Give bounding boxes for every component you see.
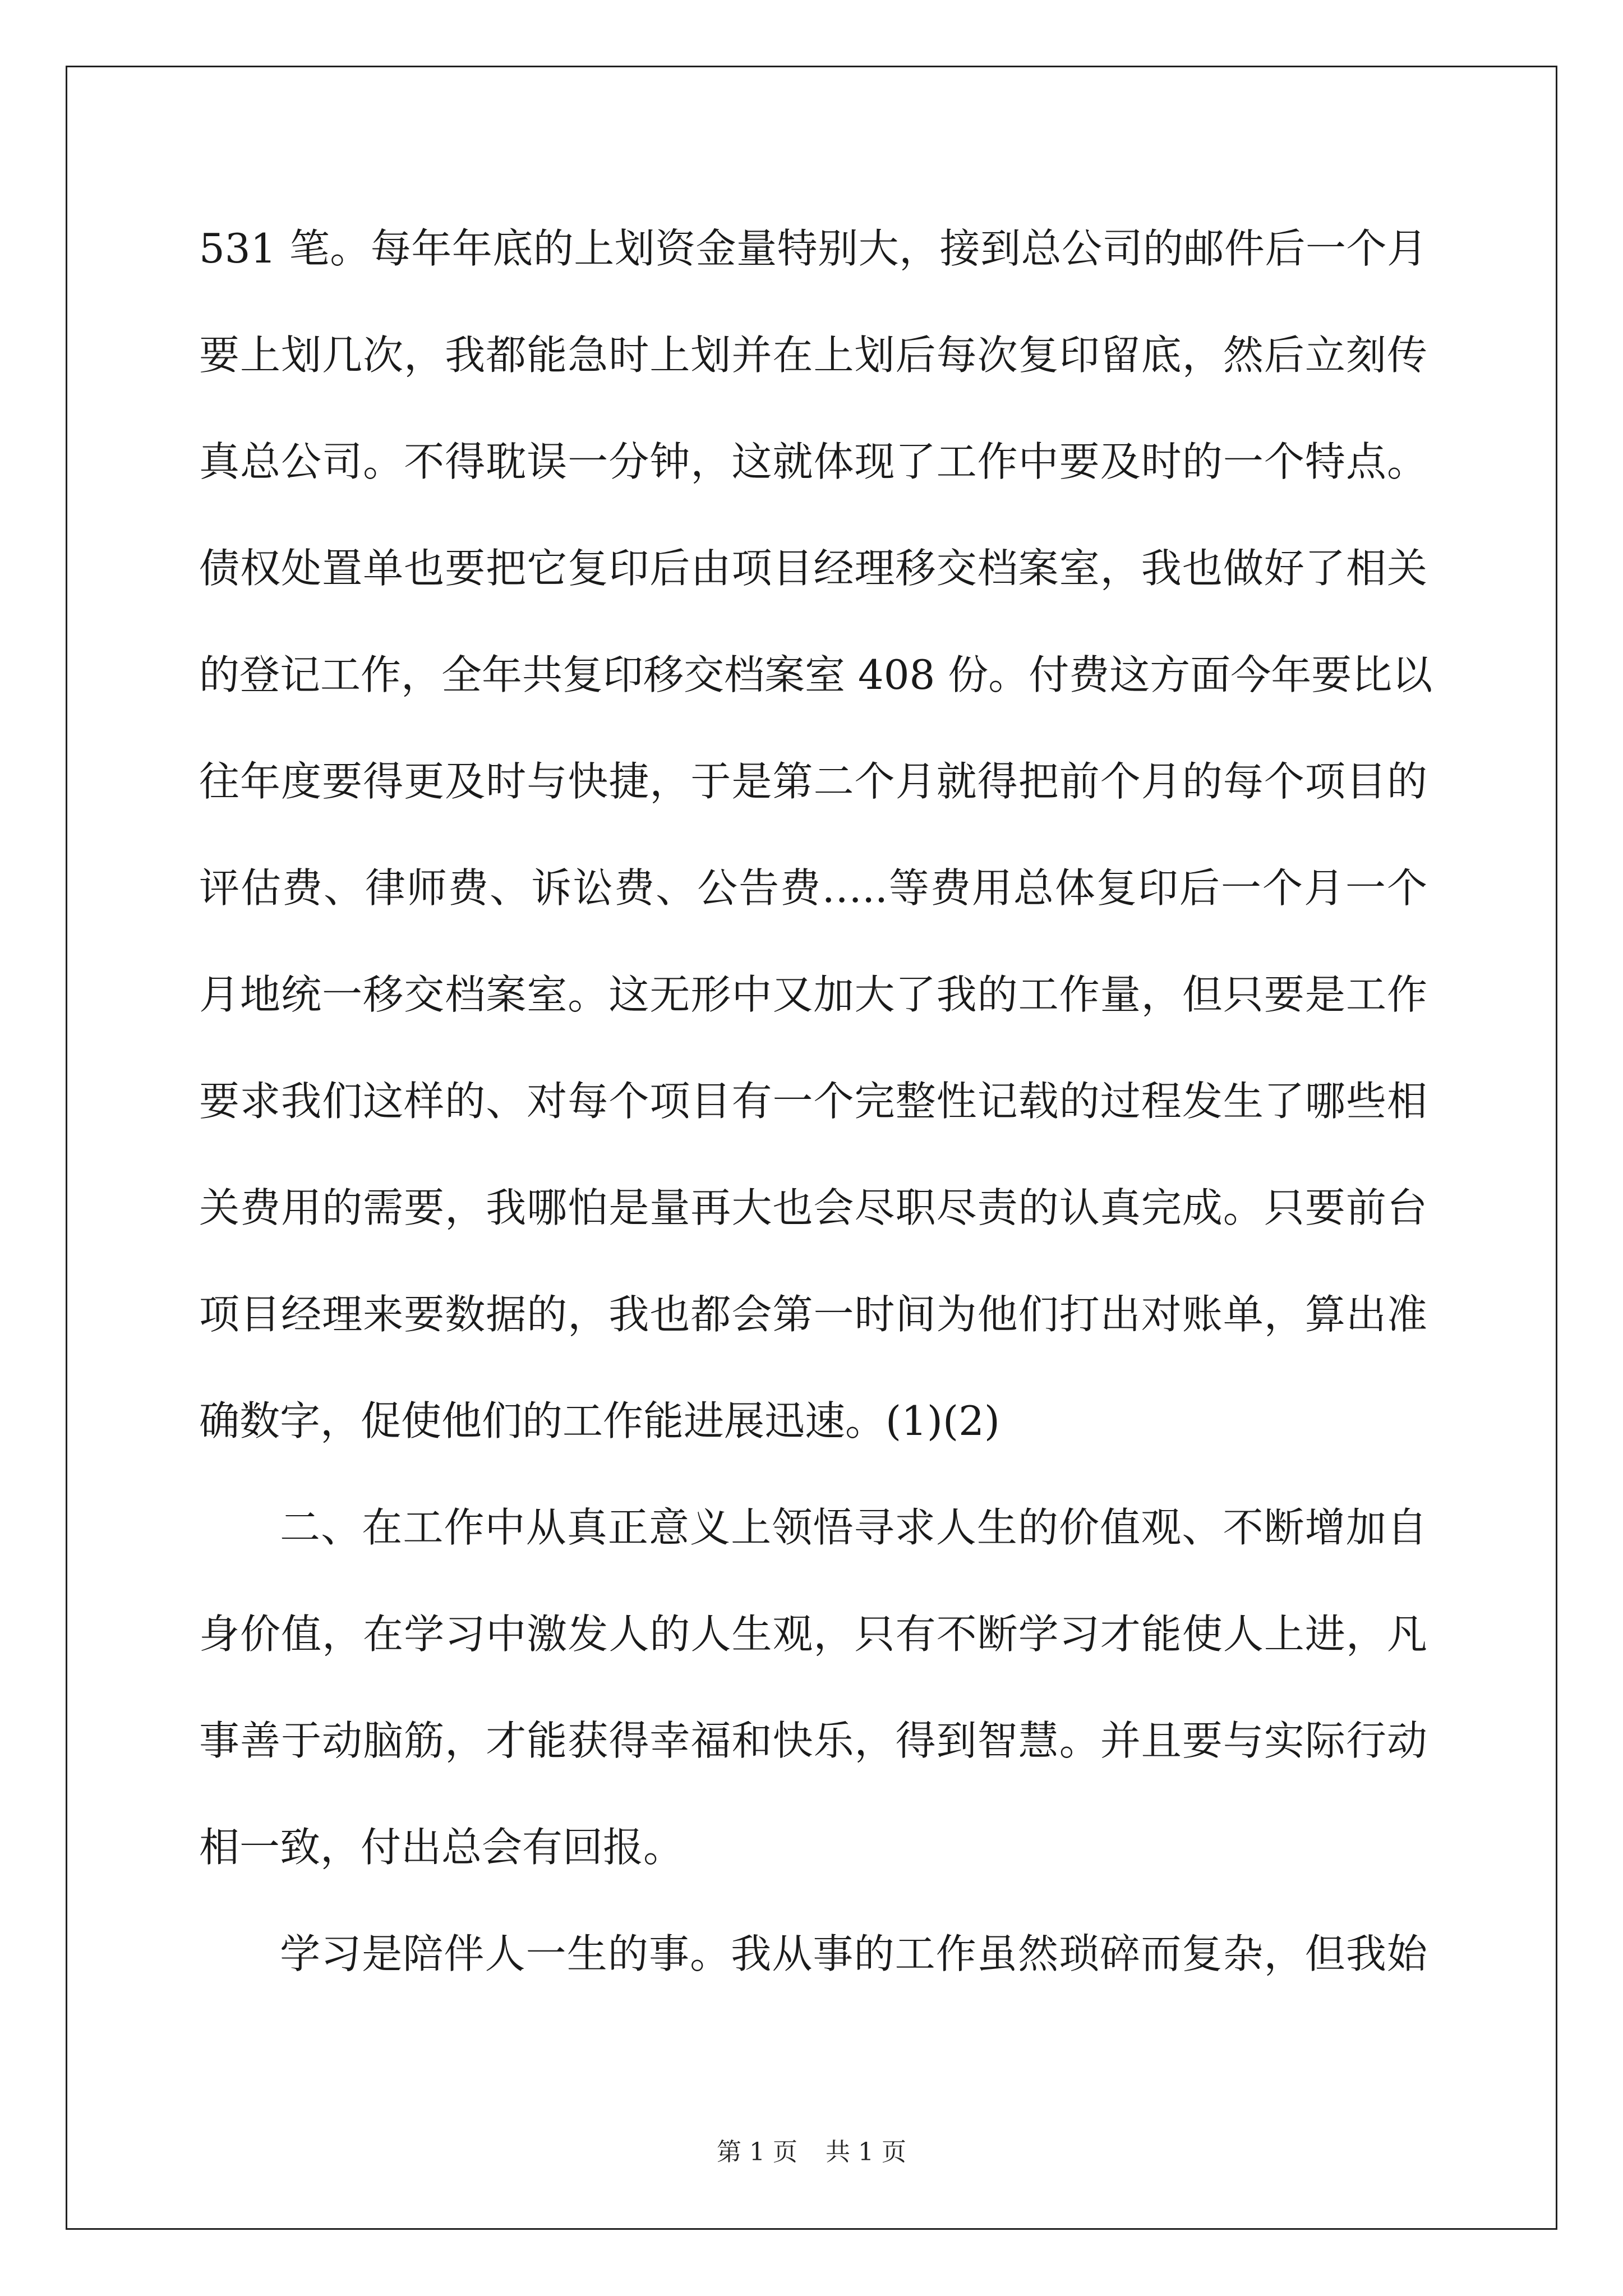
text-line: 债权处置单也要把它复印后由项目经理移交档案室，我也做好了相关 bbox=[199, 545, 1427, 592]
page-total: 共 1 页 bbox=[826, 2138, 906, 2166]
text-line: 确数字，促使他们的工作能进展迅速。(1)(2) bbox=[199, 1397, 1000, 1444]
text-line: 相一致，付出总会有回报。 bbox=[199, 1824, 684, 1871]
page-footer bbox=[0, 2132, 1623, 2168]
text-line: 的登记工作，全年共复印移交档案室 408 份。付费这方面今年要比以 bbox=[199, 651, 1433, 698]
text-line: 评估费、律师费、诉讼费、公告费…..等费用总体复印后一个月一个 bbox=[199, 864, 1427, 912]
text-line: 事善于动脑筋，才能获得幸福和快乐，得到智慧。并且要与实际行动 bbox=[199, 1717, 1427, 1764]
text-line: 531 笔。每年年底的上划资金量特别大，接到总公司的邮件后一个月 bbox=[199, 225, 1427, 272]
text-line: 往年度要得更及时与快捷，于是第二个月就得把前个月的每个项目的 bbox=[199, 758, 1427, 805]
text-line: 要求我们这样的、对每个项目有一个完整性记载的过程发生了哪些相 bbox=[199, 1078, 1427, 1125]
text-line: 月地统一移交档案室。这无形中又加大了我的工作量，但只要是工作 bbox=[199, 971, 1427, 1018]
document-body bbox=[199, 218, 1433, 2030]
text-line: 要上划几次，我都能急时上划并在上划后每次复印留底，然后立刻传 bbox=[199, 332, 1427, 379]
text-line: 身价值，在学习中激发人的人生观，只有不断学习才能使人上进，凡 bbox=[199, 1611, 1427, 1658]
text-line: 真总公司。不得耽误一分钟，这就体现了工作中要及时的一个特点。 bbox=[199, 438, 1427, 485]
page-number: 第 1 页 bbox=[717, 2138, 797, 2166]
text-line: 项目经理来要数据的，我也都会第一时间为他们打出对账单，算出准 bbox=[199, 1291, 1427, 1338]
text-line: 学习是陪伴人一生的事。我从事的工作虽然琐碎而复杂，但我始 bbox=[280, 1930, 1427, 1977]
text-line: 二、在工作中从真正意义上领悟寻求人生的价值观、不断增加自 bbox=[280, 1504, 1427, 1551]
text-line: 关费用的需要，我哪怕是量再大也会尽职尽责的认真完成。只要前台 bbox=[199, 1184, 1427, 1231]
